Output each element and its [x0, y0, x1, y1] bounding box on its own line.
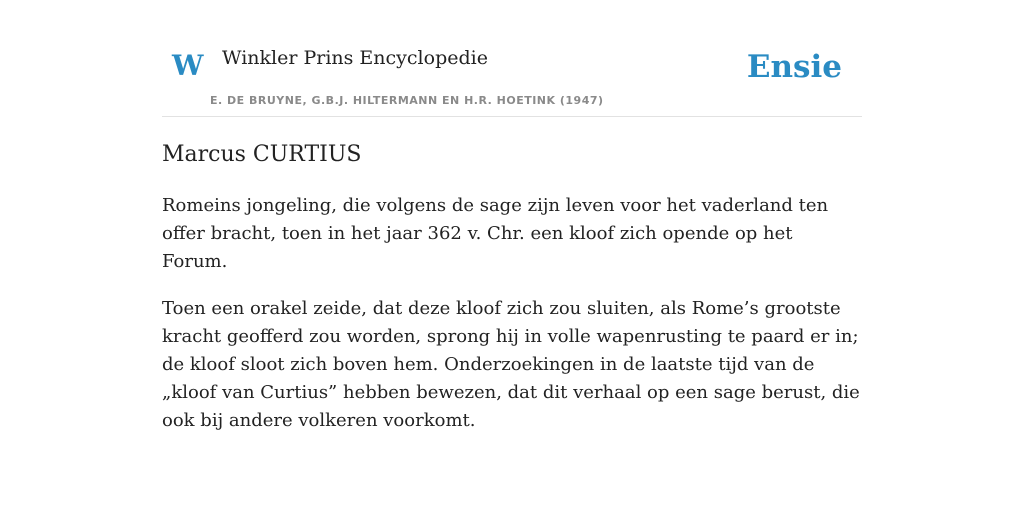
article-title: Marcus CURTIUS	[162, 142, 362, 167]
ensie-logo-link[interactable]: Ensie	[746, 49, 842, 85]
source-authors: E. DE BRUYNE, G.B.J. HILTERMANN EN H.R. HOETINK (1947)	[210, 94, 604, 107]
winkler-prins-logo-icon: W	[172, 49, 204, 82]
article-paragraph: Romeins jongeling, die volgens de sage zijn leven voor het vaderland ten offer bracht, toen in het jaar 362 v. Chr. een kloof zich opende op het Forum.	[162, 195, 829, 272]
article-paragraph: Toen een orakel zeide, dat deze kloof zich zou sluiten, als Rome’s grootste kracht geofferd zou worden, sprong hij in volle wapenrusting te paard er in; de kloof sloot zich boven hem. Onderzoekingen in de laatste tijd van de „kloof van Curtius” hebben bewezen, dat dit verhaal op een sage berust, die ook bij andere volkeren voorkomt.	[162, 298, 860, 431]
source-title[interactable]: Winkler Prins Encyclopedie	[222, 47, 488, 69]
article	[162, 140, 862, 454]
source-header	[162, 40, 862, 117]
